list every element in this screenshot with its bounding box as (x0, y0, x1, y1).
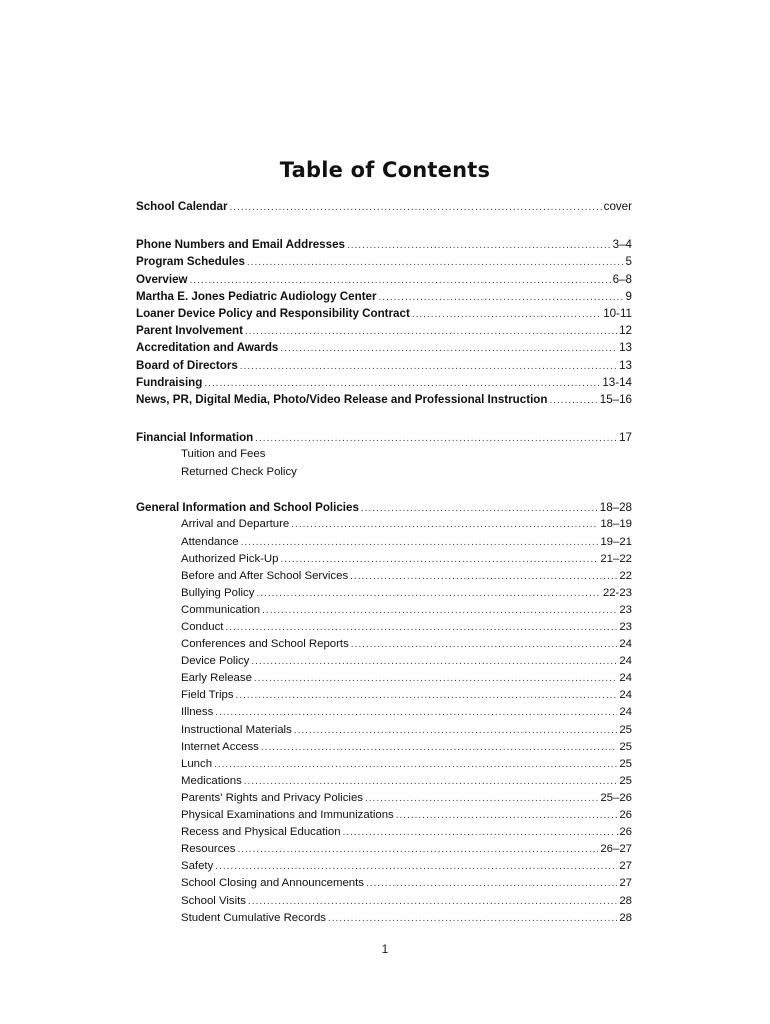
dot-leader (262, 602, 617, 619)
toc-entry-label: Conduct (181, 621, 224, 633)
toc-entry-page: 25 (619, 757, 632, 770)
toc-entry-label: Recess and Physical Education (181, 826, 341, 839)
toc-entry-page: 18–19 (600, 518, 632, 531)
toc-subentry (136, 841, 632, 858)
toc-entry-page: 3–4 (612, 238, 632, 252)
toc-entry-label: School Visits (181, 894, 247, 907)
toc-entry-label: Loaner Device Policy and Responsibility Contract (136, 306, 410, 320)
toc-entry-page: 18–28 (599, 501, 632, 515)
toc-subentry (136, 653, 632, 670)
dot-leader (229, 199, 601, 216)
toc-subentry (136, 773, 632, 790)
toc-group-calendar (136, 198, 632, 215)
dot-leader (366, 875, 617, 892)
toc-entry (136, 253, 632, 270)
toc-entry-label: School Calendar (136, 200, 228, 213)
toc-entry-label: News, PR, Digital Media, Photo/Video Release and Professional Instruction (136, 392, 548, 406)
toc-entry-page: 5 (625, 255, 632, 269)
dot-leader (251, 653, 617, 670)
dot-leader (379, 289, 624, 306)
toc-entry-page: cover (603, 200, 632, 213)
dot-leader (215, 858, 617, 875)
toc-entry-page: 26 (619, 809, 632, 822)
toc-entry (136, 339, 632, 356)
toc-subentry (136, 619, 632, 636)
toc-entry-label: Internet Access (181, 740, 259, 753)
dot-leader (281, 551, 599, 568)
toc-entry-label: Accreditation and Awards (136, 341, 279, 355)
toc-entry-page: 22-23 (602, 586, 632, 599)
toc-entry-page: 13 (619, 341, 632, 355)
toc-entry-label: Fundraising (136, 375, 203, 389)
dot-leader (351, 636, 618, 653)
toc-entry-page: 24 (619, 638, 632, 651)
toc-entry-page: 25 (619, 723, 632, 736)
toc-subentry (136, 464, 632, 482)
toc-entry-page: 27 (619, 860, 632, 873)
toc-subentry (136, 790, 632, 807)
toc-entry-label: Communication (181, 603, 261, 616)
toc-entry-label: Physical Examinations and Immunizations (181, 809, 394, 822)
toc-entry-page: 15–16 (599, 392, 632, 406)
toc-entry-page: 23 (619, 603, 632, 616)
toc-subentry (136, 670, 632, 687)
toc-entry-label: Tuition and Fees (181, 448, 266, 461)
toc-subentry (136, 756, 632, 773)
dot-leader (248, 893, 617, 910)
toc-entry-label: Field Trips (181, 689, 234, 702)
toc-subentry (136, 687, 632, 704)
toc-entry-label: Instructional Materials (181, 723, 292, 736)
toc-subentry (136, 602, 632, 619)
toc-entry-label: Returned Check Policy (181, 465, 297, 478)
toc-entry-page: 25–26 (600, 791, 632, 804)
dot-leader (361, 500, 598, 517)
dot-leader (294, 722, 618, 739)
toc-entry-page: 13 (619, 358, 632, 372)
toc-entry-label: Early Release (181, 672, 252, 685)
toc-entry (136, 391, 632, 408)
dot-leader (247, 254, 624, 271)
toc-entry-label: Financial Information (136, 431, 254, 445)
toc-entry-label: Program Schedules (136, 255, 245, 269)
toc-entry-page: 27 (619, 877, 632, 890)
table-of-contents (136, 198, 632, 927)
toc-entry-page: .26 (616, 826, 632, 839)
toc-entry-label: General Information and School Policies (136, 501, 359, 515)
toc-entry-page: 12 (619, 324, 632, 338)
toc-entry-label: Lunch (181, 757, 213, 770)
toc-entry-label: Student Cumulative Records (181, 911, 326, 924)
toc-entry-label: Safety (181, 860, 214, 873)
toc-subentry (136, 636, 632, 653)
toc-entry (136, 374, 632, 391)
toc-entry-page: 26–27 (600, 843, 632, 856)
dot-leader (412, 306, 601, 323)
toc-entry-page: 22 (619, 569, 632, 582)
dot-leader (256, 585, 600, 602)
dot-leader (214, 756, 617, 773)
toc-entry-page: 6–8 (612, 272, 632, 286)
toc-entry-page: 25 (619, 774, 632, 787)
page-number: 1 (381, 944, 389, 956)
toc-entry-label: Overview (136, 272, 188, 286)
toc-entry (136, 236, 632, 253)
toc-group-main (136, 236, 632, 408)
toc-subentry (136, 704, 632, 721)
toc-entry-label: School Closing and Announcements (181, 877, 365, 890)
toc-entry-label: Device Policy (181, 655, 250, 668)
dot-leader (280, 340, 617, 357)
toc-entry (136, 305, 632, 322)
toc-entry-label: Board of Directors (136, 358, 238, 372)
toc-entry (136, 271, 632, 288)
toc-entry-page: 19–21 (600, 535, 632, 548)
toc-subentry (136, 568, 632, 585)
dot-leader (240, 358, 617, 375)
dot-leader (204, 375, 600, 392)
toc-entry-label: Authorized Pick-Up (181, 552, 279, 565)
toc-entry-label: Attendance (181, 535, 239, 548)
dot-leader (215, 704, 617, 721)
toc-entry (136, 288, 632, 305)
toc-entry-page: 25 (619, 740, 632, 753)
toc-subentry (136, 551, 632, 568)
toc-entry-page: 24 (619, 689, 632, 702)
toc-entry-label: Phone Numbers and Email Addresses (136, 238, 345, 252)
dot-leader (549, 392, 597, 409)
toc-entry-label: Conferences and School Reports (181, 638, 349, 651)
dot-leader (241, 534, 599, 551)
page-title: Table of Contents (279, 158, 491, 182)
toc-entry-label: Martha E. Jones Pediatric Audiology Center (136, 289, 377, 303)
dot-leader (237, 841, 598, 858)
dot-leader (343, 824, 615, 841)
toc-entry-label: Parent Involvement (136, 324, 243, 338)
toc-subentry (136, 807, 632, 824)
toc-entry-label: Resources (181, 843, 236, 856)
toc-entry-label: Before and After School Services (181, 569, 349, 582)
dot-leader (396, 807, 618, 824)
toc-entry-page: 28 (619, 894, 632, 907)
toc-entry-page: 23 (619, 621, 632, 633)
dot-leader (347, 237, 611, 254)
toc-financial-subitems (136, 446, 632, 481)
toc-entry-page: 24 (619, 672, 632, 685)
toc-subentry (136, 739, 632, 756)
dot-leader (236, 687, 618, 704)
toc-subentry (136, 824, 632, 841)
toc-subentry (136, 910, 632, 927)
dot-leader (328, 910, 617, 927)
dot-leader (365, 790, 598, 807)
toc-entry-label: Parents' Rights and Privacy Policies (181, 791, 363, 804)
toc-subentry (136, 858, 632, 875)
toc-entry-label: Arrival and Departure (181, 518, 290, 531)
toc-entry-page: 13-14 (602, 375, 632, 389)
toc-entry-page: 17 (619, 431, 632, 445)
toc-entry-page: 9 (625, 289, 632, 303)
dot-leader (245, 323, 617, 340)
dot-leader (190, 272, 611, 289)
toc-entry-label: Illness (181, 706, 214, 719)
toc-subentry (136, 446, 632, 464)
toc-entry-page: 10-11 (603, 306, 632, 320)
dot-leader (350, 568, 617, 585)
toc-subentry (136, 534, 632, 551)
toc-entry-page: 24 (619, 655, 632, 668)
dot-leader (254, 670, 617, 687)
toc-subentry (136, 516, 632, 533)
toc-subentry (136, 722, 632, 739)
toc-entry-page: 28 (619, 911, 632, 924)
dot-leader (225, 619, 617, 636)
toc-entry-general (136, 499, 632, 516)
dot-leader (261, 739, 617, 756)
toc-subentry (136, 875, 632, 892)
toc-entry-label: Medications (181, 774, 242, 787)
toc-entry (136, 322, 632, 339)
dot-leader (291, 516, 598, 533)
toc-entry-page: 24 (619, 706, 632, 719)
toc-general-subitems (136, 516, 632, 926)
toc-entry-page: 21–22 (600, 552, 632, 565)
toc-entry-financial (136, 429, 632, 446)
toc-subentry (136, 585, 632, 602)
toc-subentry (136, 893, 632, 910)
dot-leader (244, 773, 618, 790)
toc-entry-label: Bullying Policy (181, 586, 255, 599)
toc-entry (136, 357, 632, 374)
dot-leader (255, 430, 617, 447)
toc-entry (136, 198, 632, 215)
